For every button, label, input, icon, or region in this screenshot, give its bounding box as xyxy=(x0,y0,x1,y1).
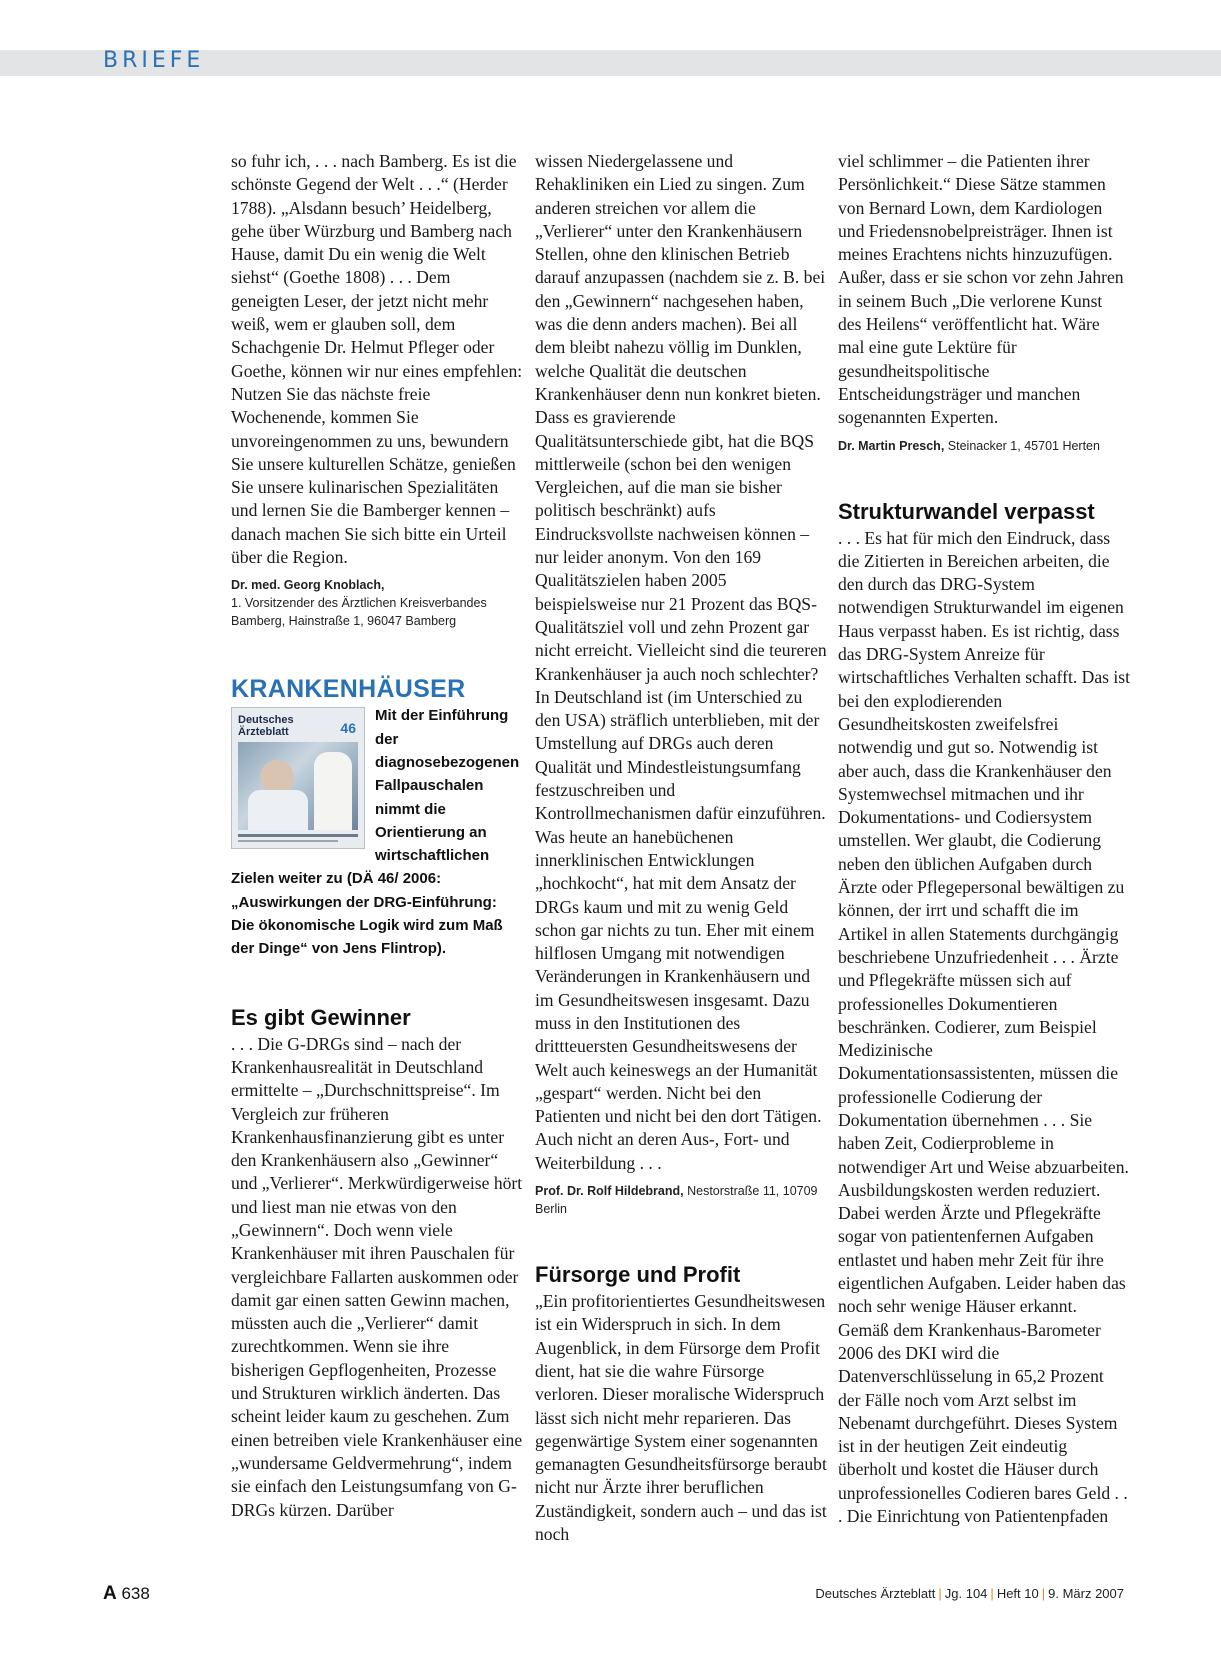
signature xyxy=(231,576,523,630)
signature-address: Bamberg, Hainstraße 1, 96047 Bamberg xyxy=(231,614,457,629)
heading-fuersorge-und-profit: Fürsorge und Profit xyxy=(535,1262,741,1288)
letter-text: wissen Niedergelassene und Rehakliniken ein Lied zu singen. Zum anderen streichen vor allem die „Verlierer“ unter den Krankenhäusern Stellen, ohne den klinischen Betrieb darauf anzupassen (nachdem sie z. B. bei den „Gewinnern“ nachgesehen haben, was die denn anders machen). Bei all dem bleibt nahezu völlig im Dunklen, welche Qualität die deutschen Krankenhäuser denn nun konkret bieten. Dass es gravierende Qualitätsunterschiede gibt, hat die BQS mittlerweile (schon bei den wenigen Vergleichen, auf die man sie bisher politisch beschränkt) aufs Eindrucksvollste nachweisen können – nur leider anonym. Von den 169 Qualitätszielen haben 2005 beispielsweise nur 21 Prozent das BQS-Qualitätsziel voll und zehn Prozent gar nicht erreicht. Vielleicht sind die teureren Krankenhäuser ja auch noch schlechter? In Deutschland ist (im Unterschied zu den USA) sträflich unterblieben, mit der Umstellung auf DRGs auch deren Qualität und Mindestleistungsumfang festzuschreiben und Kontrollmechanismen dafür einzuführen. Was heute an hanebüchenen innerklinischen Entwicklungen „hochkocht“, hat mit dem Ansatz der DRGs kaum und mit zu wenig Geld schon gar nichts zu tun. Eher mit einem hilflosen Umgang mit notwendigen Veränderungen in Krankenhäusern und im Gesundheitswesen insgesamt. Dazu muss in den Institutionen des drittteuersten Gesundheitswesens der Welt auch keineswegs an der Humanität „gespart“ werden. Nicht bei den Patienten und nicht bei den dort Tätigen. Auch nicht an deren Aus-, Fort- und Weiterbildung . . . xyxy=(535,151,827,1173)
letter-text: . . . Es hat für mich den Eindruck, dass die Zitierten in Bereichen arbeiten, die den durch das DRG-System notwendigen Strukturwandel im eigenen Haus verpasst haben. Es ist richtig, dass das DRG-System Anreize für wirtschaftliches Verhalten schafft. Das ist bei den explodierenden Gesundheitskosten zweifelsfrei notwendig und gut so. Notwendig ist aber auch, dass die Krankenhäuser den Systemwechsel mitmachen und ihr Dokumentations- und Codiersystem umstellen. Wer glaubt, die Codierung neben den üblichen Aufgaben durch Ärzte oder Pflegepersonal bewältigen zu können, der irrt und schafft die im Artikel in allen Statements durchgängig beschriebene Unzufriedenheit . . . Ärzte und Pflegekräfte müssen sich auf professionelles Dokumentieren beschränken. Codierer, zum Beispiel Medizinische Dokumentationsassistenten, müssen die professionelle Codierung der Dokumentation übernehmen . . . Sie haben Zeit, Codierprobleme in notwendiger Art und Weise abzuarbeiten. Ausbildungskosten werden reduziert. Dabei werden Ärzte und Pflegekräfte sogar von patientenfernen Aufgaben entlastet und haben mehr Zeit für ihre eigentlichen Aufgaben. Leider haben das noch sehr wenige Häuser erkannt. Gemäß dem Krankenhaus-Barometer 2006 des DKI wird die Datenverschlüsselung in 65,2 Prozent der Fälle noch vom Arzt selbst im Nebenamt durchgeführt. Dieses System ist in der heutigen Zeit eindeutig überholt und kostet die Häuser durch unprofessionelles Codieren bares Geld . . . Die Einrichtung von Patientenpfaden xyxy=(838,527,1131,1527)
article-teaser xyxy=(231,704,523,960)
signature-address: Nestorstraße 11, 10709 Berlin xyxy=(535,1184,818,1217)
signature-address: Steinacker 1, 45701 Herten xyxy=(947,438,1100,453)
cover-title: Deutsches Ärzteblatt xyxy=(238,714,294,739)
signature-line: 1. Vorsitzender des Ärztlichen Kreisverbandes xyxy=(231,596,487,611)
heading-es-gibt-gewinner: Es gibt Gewinner xyxy=(231,1004,411,1030)
journal-volume: Jg. 104 xyxy=(944,1586,988,1601)
journal-date: 9. März 2007 xyxy=(1048,1586,1124,1601)
signature xyxy=(838,437,1130,455)
section-title: KRANKENHÄUSER xyxy=(231,675,466,704)
signature-name: Prof. Dr. Rolf Hildebrand, xyxy=(535,1184,684,1199)
letter-text: so fuhr ich, . . . nach Bamberg. Es ist die schönste Gegend der Welt . . .“ (Herder 1788). „Alsdann besuch’ Heidelberg, gehe über Würzburg und Bamberg nach Hause, damit Du ein wenig die Welt siehst“ (Goethe 1808) . . . Dem geneigten Leser, der jetzt nicht mehr weiß, wem er glauben soll, dem Schachgenie Dr. Helmut Pfleger oder Goethe, können wir nur eines empfehlen: Nutzen Sie das nächste freie Wochenende, kommen Sie unvoreingenommen zu uns, bewundern Sie unsere kulturellen Schätze, genießen Sie unsere kulinarischen Spezialitäten und lernen Sie die Bamberger kennen – danach machen Sie sich bitte ein Urteil über die Region. xyxy=(231,151,523,568)
journal-issue: Heft 10 xyxy=(996,1586,1039,1601)
signature-name: Dr. Martin Presch, xyxy=(838,438,945,453)
journal-citation: Deutsches Ärzteblatt | Jg. 104 | Heft 10 | 9. März 2007 xyxy=(815,1586,1124,1601)
cover-issue-number: 46 xyxy=(340,720,356,737)
page-number-value: 638 xyxy=(121,1584,150,1603)
column-3 xyxy=(838,150,1130,1528)
heading-strukturwandel-verpasst: Strukturwandel verpasst xyxy=(838,498,1095,524)
column-2 xyxy=(535,150,827,1546)
teaser-text: Mit der Einführung der diagnosebezogenen Fallpauschalen nimmt die Orientierung an wirtschaftlichen Zielen weiter zu (DÄ 46/ 2006: „Auswirkungen der DRG-Einführung: Die ökonomische Logik wird zum Maß der Dinge“ von Jens Flintrop). xyxy=(231,707,520,958)
letter-text: . . . Die G-DRGs sind – nach der Krankenhausrealität in Deutschland ermittelte – „Durchschnittspreise“. Im Vergleich zur früheren Krankenhausfinanzierung gibt es unter den Krankenhäusern also „Gewinner“ und „Verlierer“. Merkwürdigerweise hört und liest man nie etwas von den „Gewinnern“. Doch wenn viele Krankenhäuser mit ihren Pauschalen für vergleichbare Fallarten auskommen oder damit gar einen satten Gewinn machen, müssten auch die „Verlierer“ damit zurechtkommen. Wenn sie ihre bisherigen Gepflogenheiten, Prozesse und Strukturen wirklich änderten. Das scheint leider kaum zu geschehen. Zum einen betreiben viele Krankenhäuser eine „wundersame Geldvermehrung“, indem sie einfach den Leistungsumfang von G-DRGs kürzen. Darüber xyxy=(231,1033,523,1520)
signature-name: Dr. med. Georg Knoblach, xyxy=(231,578,385,593)
magazine-cover-image xyxy=(231,707,365,849)
section-label: BRIEFE xyxy=(103,48,205,73)
page-prefix: A xyxy=(103,1583,117,1604)
signature xyxy=(535,1182,827,1218)
letter-text: „Ein profitorientiertes Gesundheitswesen ist ein Widerspruch in sich. In dem Augenblick, in dem Fürsorge dem Profit dient, hat sie die wahre Fürsorge verloren. Dieser moralische Widerspruch lässt sich nicht mehr reparieren. Das gegenwärtige System einer sogenannten gemanagten Gesundheitsfürsorge beraubt nicht nur Ärzte ihrer beruflichen Zuständigkeit, sondern auch – und das ist noch xyxy=(535,1291,827,1545)
cover-photo xyxy=(238,742,358,830)
letter-text: viel schlimmer – die Patienten ihrer Persönlichkeit.“ Diese Sätze stammen von Bernard Lown, dem Kardiologen und Friedensnobelpreisträger. Ihnen ist meines Erachtens nichts hinzuzufügen. Außer, dass er sie schon vor zehn Jahren in seinem Buch „Die verlorene Kunst des Heilens“ veröffentlicht hat. Wäre mal eine gute Lektüre für gesundheitspolitische Entscheidungsträger und manchen sogenannten Experten. xyxy=(838,151,1124,428)
journal-name: Deutsches Ärzteblatt xyxy=(815,1586,936,1601)
column-1 xyxy=(231,150,523,1522)
page-number xyxy=(103,1583,150,1605)
